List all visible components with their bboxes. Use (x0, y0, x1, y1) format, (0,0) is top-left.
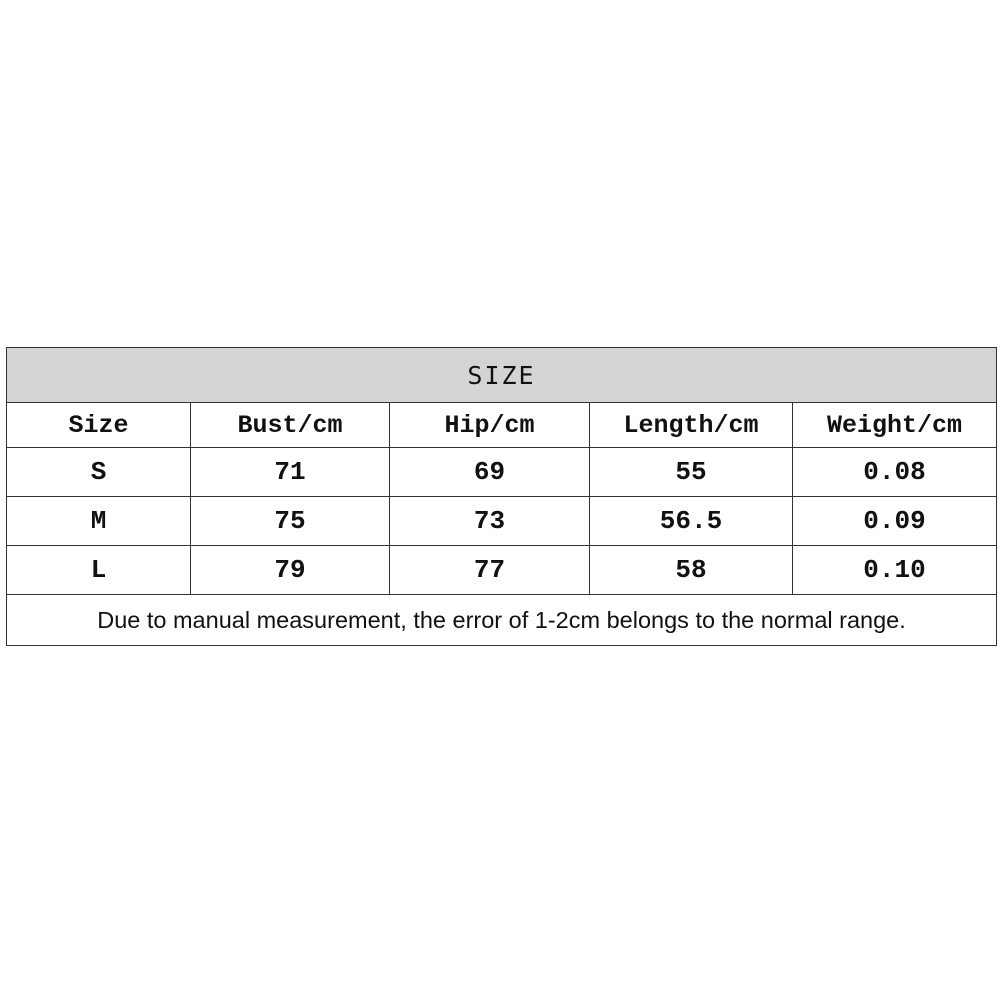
column-header-size: Size (7, 403, 191, 448)
size-table (6, 347, 997, 646)
weight-cell: 0.09 (793, 497, 997, 546)
bust-cell: 75 (191, 497, 390, 546)
hip-cell: 73 (390, 497, 590, 546)
length-cell: 58 (590, 546, 793, 595)
length-cell: 56.5 (590, 497, 793, 546)
column-header-weight: Weight/cm (793, 403, 997, 448)
note-row (7, 595, 997, 646)
table-row (7, 448, 997, 497)
title-row (7, 348, 997, 403)
size-cell: L (7, 546, 191, 595)
table-title: SIZE (7, 348, 997, 403)
bust-cell: 71 (191, 448, 390, 497)
size-cell: M (7, 497, 191, 546)
hip-cell: 77 (390, 546, 590, 595)
weight-cell: 0.10 (793, 546, 997, 595)
header-row (7, 403, 997, 448)
column-header-hip: Hip/cm (390, 403, 590, 448)
weight-cell: 0.08 (793, 448, 997, 497)
column-header-length: Length/cm (590, 403, 793, 448)
size-cell: S (7, 448, 191, 497)
bust-cell: 79 (191, 546, 390, 595)
hip-cell: 69 (390, 448, 590, 497)
column-header-bust: Bust/cm (191, 403, 390, 448)
measurement-note: Due to manual measurement, the error of 1-2cm belongs to the normal range. (7, 595, 997, 646)
length-cell: 55 (590, 448, 793, 497)
table-row (7, 546, 997, 595)
table-row (7, 497, 997, 546)
